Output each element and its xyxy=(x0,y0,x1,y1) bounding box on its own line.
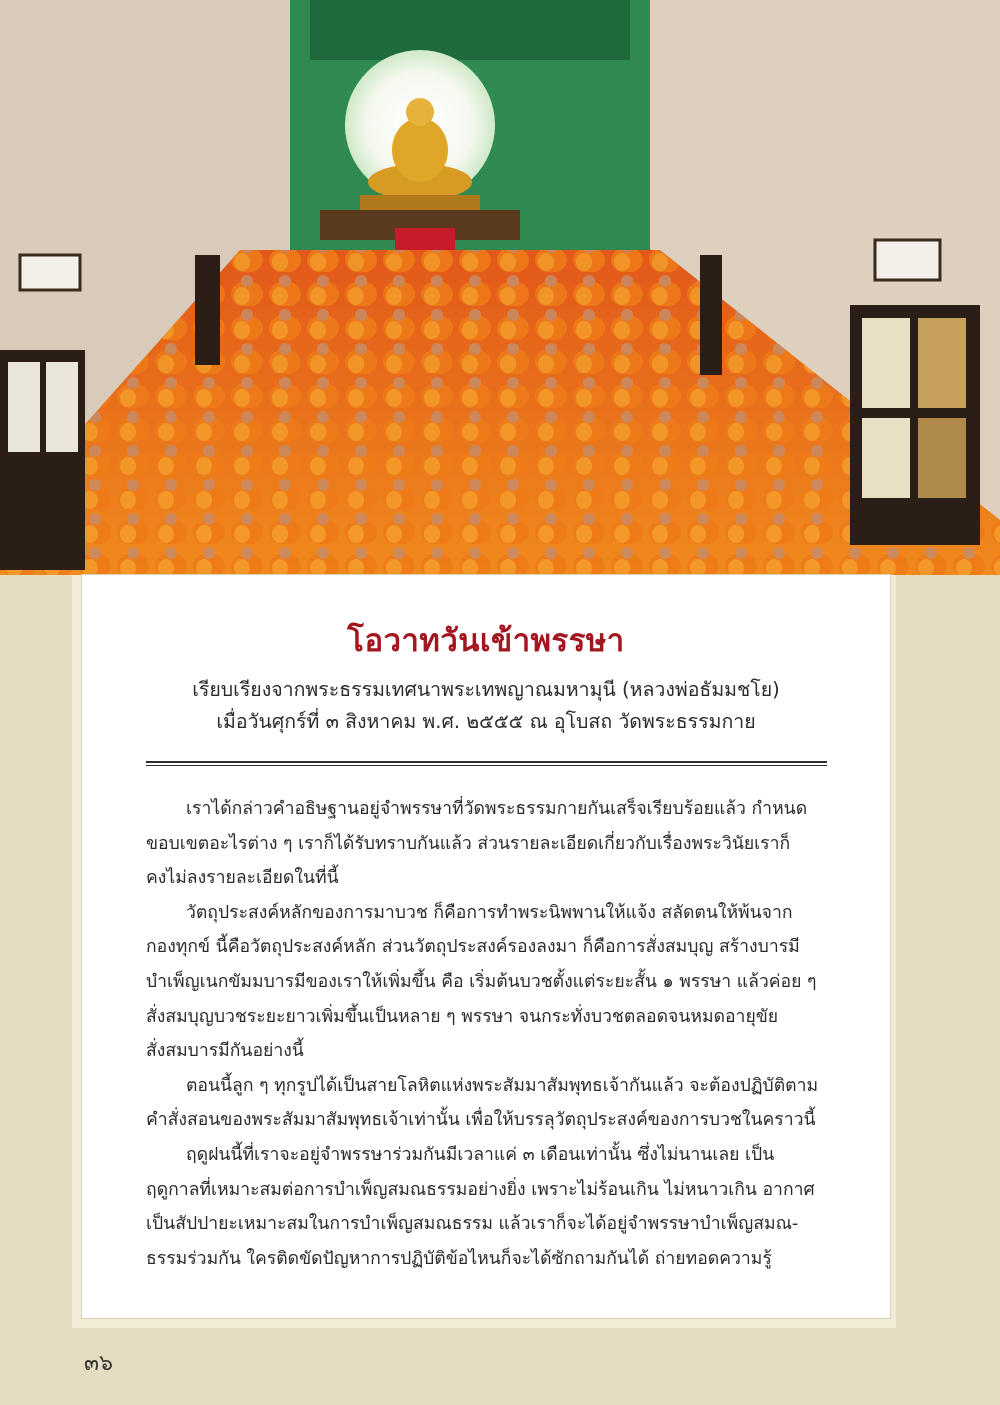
body-line: คำสั่งสอนของพระสัมมาสัมพุทธเจ้าเท่านั้น เพื่อให้บรรลุวัตถุประสงค์ของการบวชในคราวนี้ xyxy=(146,1110,816,1131)
body-line: สั่งสมบุญบวชระยะยาวเพิ่มขึ้นเป็นหลาย ๆ พรรษา จนกระทั่งบวชตลอดจนหมดอายุขัย xyxy=(146,1006,779,1027)
monks-in-ordination-hall-image xyxy=(0,0,1000,575)
body-line: ตอนนี้ลูก ๆ ทุกรูปได้เป็นสายโลหิตแห่งพระสัมมาสัมพุทธเจ้ากันแล้ว จะต้องปฏิบัติตาม xyxy=(186,1075,819,1096)
body-line: บำเพ็ญเนกขัมมบารมีของเราให้เพิ่มขึ้น คือ เริ่มต้นบวชตั้งแต่ระยะสั้น ๑ พรรษา แล้วค่อย ๆ xyxy=(146,971,817,992)
body-line: ธรรมร่วมกัน ใครติดขัดปัญหาการปฏิบัติข้อไหนก็จะได้ซักถามกันได้ ถ่ายทอดความรู้ xyxy=(146,1248,772,1269)
body-line: คงไม่ลงรายละเอียดในที่นี้ xyxy=(146,868,339,889)
body-line: ขอบเขตอะไรต่าง ๆ เราก็ได้รับทราบกันแล้ว ส่วนรายละเอียดเกี่ยวกับเรื่องพระวินัยเราก็ xyxy=(146,833,791,854)
header-photo xyxy=(0,0,1000,575)
article-card xyxy=(82,575,890,1318)
body-line: เป็นสัปปายะเหมาะสมในการบำเพ็ญสมณธรรม แล้วเราก็จะได้อยู่จำพรรษาบำเพ็ญสมณ- xyxy=(146,1214,799,1235)
body-line: เราได้กล่าวคำอธิษฐานอยู่จำพรรษาที่วัดพระธรรมกายกันเสร็จเรียบร้อยแล้ว กำหนด xyxy=(186,799,808,819)
body-line: ฤดูฝนนี้ที่เราจะอยู่จำพรรษาร่วมกันมีเวลาแค่ ๓ เดือนเท่านั้น ซึ่งไม่นานเลย เป็น xyxy=(186,1144,775,1165)
article-body xyxy=(146,792,827,1276)
page-number: ๓๖ xyxy=(84,1351,114,1376)
article-subtitle-line1: เรียบเรียงจากพระธรรมเทศนาพระเทพญาณมหามุนี (หลวงพ่อธัมมชโย) xyxy=(192,678,780,701)
divider-thick xyxy=(146,761,827,763)
body-line: กองทุกข์ นี้คือวัตถุประสงค์หลัก ส่วนวัตถุประสงค์รองลงมา ก็คือการสั่งสมบุญ สร้างบารมี xyxy=(146,937,800,958)
body-line: สั่งสมบารมีกันอย่างนี้ xyxy=(146,1041,304,1062)
body-line: วัตถุประสงค์หลักของการมาบวช ก็คือการทำพระนิพพานให้แจ้ง สลัดตนให้พ้นจาก xyxy=(186,902,793,923)
divider-thin xyxy=(146,765,827,766)
article-title: โอวาทวันเข้าพรรษา xyxy=(347,623,625,659)
article-subtitle-line2: เมื่อวันศุกร์ที่ ๓ สิงหาคม พ.ศ. ๒๕๕๕ ณ อุโบสถ วัดพระธรรมกาย xyxy=(216,710,756,733)
body-line: ฤดูกาลที่เหมาะสมต่อการบำเพ็ญสมณธรรมอย่างยิ่ง เพราะไม่ร้อนเกิน ไม่หนาวเกิน อากาศ xyxy=(146,1179,815,1200)
